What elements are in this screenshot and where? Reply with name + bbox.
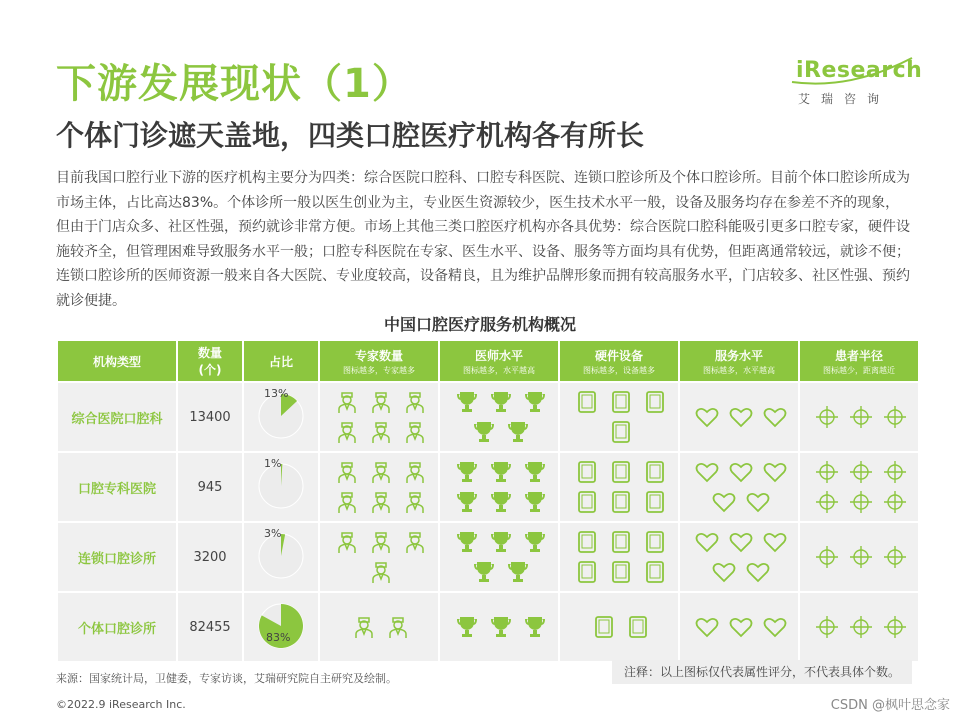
crosshair-icon xyxy=(848,489,874,515)
crosshair-icon xyxy=(848,459,874,485)
header-count: 数量 (个) xyxy=(178,341,242,381)
trophy-icon xyxy=(454,459,480,485)
service-rating xyxy=(680,453,798,521)
institution-count: 82455 xyxy=(178,593,242,661)
doctor-icon xyxy=(402,389,428,415)
trophy-icon xyxy=(488,389,514,415)
heart-icon xyxy=(745,559,771,585)
trophy-icon xyxy=(505,419,531,445)
heart-icon xyxy=(762,529,788,555)
tablet-icon xyxy=(642,529,668,555)
share-pie xyxy=(246,525,316,589)
header-doctor: 医师水平 图标越多，水平越高 xyxy=(440,341,558,381)
table-row xyxy=(58,453,918,521)
crosshair-icon xyxy=(882,544,908,570)
share-pie xyxy=(246,595,316,659)
table-header-row xyxy=(58,341,918,381)
header-type: 机构类型 xyxy=(58,341,176,381)
heart-icon xyxy=(694,614,720,640)
header-expert: 专家数量 图标越多，专家越多 xyxy=(320,341,438,381)
tablet-icon xyxy=(642,559,668,585)
trophy-icon xyxy=(522,529,548,555)
doctor-icon xyxy=(334,459,360,485)
iresearch-logo xyxy=(790,56,923,107)
logo-subtext: 艾瑞咨询 xyxy=(798,92,891,106)
trophy-icon xyxy=(488,459,514,485)
tablet-icon xyxy=(574,529,600,555)
heart-icon xyxy=(694,529,720,555)
crosshair-icon xyxy=(814,404,840,430)
trophy-icon xyxy=(522,459,548,485)
equip-rating xyxy=(560,453,678,521)
heart-icon xyxy=(711,559,737,585)
trophy-icon xyxy=(471,559,497,585)
expert-rating xyxy=(320,383,438,451)
heart-icon xyxy=(745,489,771,515)
service-rating xyxy=(680,593,798,661)
tablet-icon xyxy=(574,389,600,415)
equip-rating xyxy=(560,593,678,661)
source-note: 来源：国家统计局，卫健委，专家访谈，艾瑞研究院自主研究及绘制。 xyxy=(56,672,397,685)
copyright: ©2022.9 iResearch Inc. xyxy=(56,698,186,711)
service-rating xyxy=(680,523,798,591)
institution-type: 口腔专科医院 xyxy=(58,453,176,521)
doctor-icon xyxy=(334,419,360,445)
trophy-icon xyxy=(505,559,531,585)
header-radius: 患者半径 图标越少，距离越近 xyxy=(800,341,918,381)
header-equip: 硬件设备 图标越多，设备越多 xyxy=(560,341,678,381)
crosshair-icon xyxy=(882,489,908,515)
share-pie xyxy=(246,455,316,519)
equip-rating xyxy=(560,523,678,591)
doctor-icon xyxy=(368,389,394,415)
trophy-icon xyxy=(488,529,514,555)
trophy-icon xyxy=(454,529,480,555)
expert-rating xyxy=(320,523,438,591)
institution-count: 13400 xyxy=(178,383,242,451)
heart-icon xyxy=(762,404,788,430)
doctor-icon xyxy=(402,419,428,445)
tablet-icon xyxy=(608,389,634,415)
table-row xyxy=(58,383,918,451)
institution-table xyxy=(56,339,920,663)
doctor-icon xyxy=(385,614,411,640)
doctor-icon xyxy=(334,489,360,515)
trophy-icon xyxy=(488,489,514,515)
heart-icon xyxy=(728,529,754,555)
institution-type: 综合医院口腔科 xyxy=(58,383,176,451)
trophy-icon xyxy=(488,614,514,640)
header-service: 服务水平 图标越多，水平越高 xyxy=(680,341,798,381)
trophy-icon xyxy=(471,419,497,445)
doctor-rating xyxy=(440,383,558,451)
share-label: 13% xyxy=(264,387,289,400)
intro-paragraph: 目前我国口腔行业下游的医疗机构主要分为四类：综合医院口腔科、口腔专科医院、连锁口腔诊所及个体口腔诊所。目前个体口腔诊所成为市场主体，占比高达83%。个体诊所一般以医生创业为主，专业医生资源较少，医生技术水平一般，设备及服务均存在参差不齐的现象，但由于门店众多、社区性强，预约就诊非常方便。市场上其他三类口腔医疗机构亦各具优势：综合医院口腔科能吸引更多口腔专家，硬件设施较齐全，但管理困难导致服务水平一般；口腔专科医院在专家、医生水平、设备、服务等方面均具有优势，但距离通常较远，就诊不便；连锁口腔诊所的医师资源一般来自各大医院、专业度较高，设备精良，且为维护品牌形象而拥有较高服务水平，门店较多、社区性强、预约就诊便捷。 xyxy=(56,170,910,309)
crosshair-icon xyxy=(882,404,908,430)
trophy-icon xyxy=(522,489,548,515)
doctor-icon xyxy=(334,389,360,415)
trophy-icon xyxy=(454,614,480,640)
institution-count: 945 xyxy=(178,453,242,521)
crosshair-icon xyxy=(814,544,840,570)
crosshair-icon xyxy=(814,489,840,515)
crosshair-icon xyxy=(814,614,840,640)
table-row xyxy=(58,523,918,591)
heart-icon xyxy=(711,489,737,515)
doctor-icon xyxy=(368,529,394,555)
crosshair-icon xyxy=(882,614,908,640)
tablet-icon xyxy=(591,614,617,640)
table-title: 中国口腔医疗服务机构概况 xyxy=(383,315,576,334)
doctor-icon xyxy=(351,614,377,640)
doctor-icon xyxy=(402,529,428,555)
tablet-icon xyxy=(574,459,600,485)
tablet-icon xyxy=(608,459,634,485)
share-label: 83% xyxy=(266,631,291,644)
doctor-icon xyxy=(334,529,360,555)
doctor-icon xyxy=(368,559,394,585)
radius-rating xyxy=(800,453,918,521)
page-title: 下游发展现状（1） xyxy=(56,61,413,107)
trophy-icon xyxy=(522,389,548,415)
heart-icon xyxy=(694,404,720,430)
heart-icon xyxy=(728,614,754,640)
tablet-icon xyxy=(608,489,634,515)
share-pie xyxy=(246,385,316,449)
crosshair-icon xyxy=(848,544,874,570)
doctor-icon xyxy=(402,489,428,515)
tablet-icon xyxy=(642,489,668,515)
radius-rating xyxy=(800,523,918,591)
tablet-icon xyxy=(642,459,668,485)
heart-icon xyxy=(728,459,754,485)
trophy-icon xyxy=(454,489,480,515)
logo-brand: iResearch xyxy=(796,58,923,83)
share-cell xyxy=(244,593,318,661)
doctor-rating xyxy=(440,523,558,591)
trophy-icon xyxy=(454,389,480,415)
tablet-icon xyxy=(642,389,668,415)
equip-rating xyxy=(560,383,678,451)
watermark: CSDN @枫叶思念家 xyxy=(830,698,950,713)
crosshair-icon xyxy=(814,459,840,485)
table-row xyxy=(58,593,918,661)
doctor-icon xyxy=(368,419,394,445)
doctor-icon xyxy=(368,459,394,485)
share-cell xyxy=(244,453,318,521)
tablet-icon xyxy=(625,614,651,640)
tablet-icon xyxy=(608,529,634,555)
tablet-icon xyxy=(608,419,634,445)
service-rating xyxy=(680,383,798,451)
icon-note: 注释：以上图标仅代表属性评分，不代表具体个数。 xyxy=(612,660,912,684)
heart-icon xyxy=(762,459,788,485)
radius-rating xyxy=(800,593,918,661)
header-share: 占比 xyxy=(244,341,318,381)
tablet-icon xyxy=(574,489,600,515)
share-cell xyxy=(244,523,318,591)
expert-rating xyxy=(320,453,438,521)
tablet-icon xyxy=(608,559,634,585)
crosshair-icon xyxy=(882,459,908,485)
institution-type: 连锁口腔诊所 xyxy=(58,523,176,591)
institution-count: 3200 xyxy=(178,523,242,591)
institution-type: 个体口腔诊所 xyxy=(58,593,176,661)
doctor-icon xyxy=(368,489,394,515)
radius-rating xyxy=(800,383,918,451)
share-label: 1% xyxy=(264,457,282,470)
doctor-icon xyxy=(402,459,428,485)
expert-rating xyxy=(320,593,438,661)
heart-icon xyxy=(762,614,788,640)
share-label: 3% xyxy=(264,527,282,540)
heart-icon xyxy=(694,459,720,485)
crosshair-icon xyxy=(848,614,874,640)
tablet-icon xyxy=(574,559,600,585)
doctor-rating xyxy=(440,593,558,661)
trophy-icon xyxy=(522,614,548,640)
heart-icon xyxy=(728,404,754,430)
crosshair-icon xyxy=(848,404,874,430)
doctor-rating xyxy=(440,453,558,521)
share-cell xyxy=(244,383,318,451)
page-subtitle: 个体门诊遮天盖地，四类口腔医疗机构各有所长 xyxy=(56,119,645,152)
